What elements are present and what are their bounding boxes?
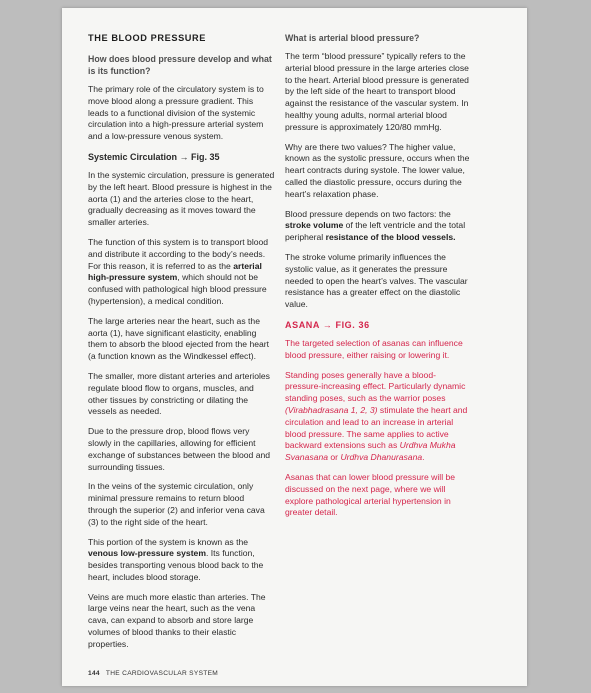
italic-term: Urdhva Dhanurasana (340, 452, 423, 463)
paragraph: The smaller, more distant arteries and arterioles regulate blood flow to organs, muscles, and other tissues by constricting or dilating the vessels as needed. (88, 370, 270, 417)
paragraph: In the veins of the systemic circulation, only minimal pressure remains to return blood through the superior (2) and inferior vena cava (3) to the right side of the heart. (88, 481, 265, 527)
page-number: 144 (88, 670, 100, 677)
text: Standing poses generally have a blood-pressure-increasing effect. Particularly dynamic standing poses, such as the warrior poses (285, 369, 466, 404)
text: This portion of the system is known as the (88, 536, 249, 547)
page-footer (88, 670, 218, 677)
paragraph (285, 209, 471, 244)
asana-paragraph: Asanas that can lower blood pressure will be discussed on the next page, where we will explore pathological arterial hypertension in greater detail. (285, 471, 456, 518)
asana-heading: ASANA → FIG. 36 (285, 319, 370, 330)
italic-term: (Virabhadrasana 1, 2, 3) (285, 404, 378, 415)
paragraph: Veins are much more elastic than arteries. The large veins near the heart, such as the vena cava, can expand to absorb and store large volumes of blood thanks to their elastic properties. (88, 591, 266, 649)
asana-paragraph: The targeted selection of asanas can influence blood pressure, either raising or lowering it. (285, 337, 463, 360)
paragraph: The term “blood pressure” typically refers to the arterial blood pressure in the large arteries close to the heart. Arterial blood pressure is generated by the left side of the heart to transport blood against the resistance of the vascular system. In healthy young adults, normal arterial blood pressure is approximately 120/80 mmHg. (285, 51, 469, 132)
footer-section-title: THE CARDIOVASCULAR SYSTEM (105, 670, 219, 677)
text: , which should not be confused with pathological high blood pressure (hypertension), a medical condition. (88, 272, 267, 306)
text: . Its function, besides transporting venous blood back to the heart, includes blood storage. (88, 548, 264, 582)
question-heading: What is arterial blood pressure? (285, 33, 420, 43)
text: or (328, 452, 341, 463)
bold-term: venous low-pressure system (88, 548, 206, 559)
bold-term: stroke volume (285, 220, 344, 231)
bold-term: arterial high-pressure system (88, 260, 262, 283)
question-heading: How does blood pressure develop and what is its function? (88, 54, 272, 76)
text: of the left ventricle and the total peripheral (285, 220, 466, 243)
subheading-systemic-circulation: Systemic Circulation → Fig. 35 (88, 151, 220, 162)
paragraph: The large arteries near the heart, such as the aorta (1), have significant elasticity, enabling them to absorb the blood ejected from the heart (a function known as the Windkessel effect). (88, 315, 270, 362)
paragraph (88, 237, 275, 308)
paragraph: In the systemic circulation, pressure is generated by the left heart. Blood pressure is highest in the aorta (1) and the arteries close to the heart, gradually decreasing as it moves toward the smaller arteries. (88, 169, 275, 228)
book-page (62, 8, 527, 686)
paragraph (88, 537, 275, 584)
text: The function of this system is to transport blood and distribute it according to the body’s needs. For this reason, it is referred to as the (88, 236, 269, 271)
bold-term: resistance of the blood vessels. (325, 232, 456, 243)
right-column (285, 32, 471, 527)
asana-paragraph (285, 370, 471, 464)
italic-term: Urdhva Mukha Svanasana (285, 440, 456, 463)
paragraph: Why are there two values? The higher value, known as the systolic pressure, occurs when the heart contracts during systole. The lower value, called the diastolic pressure, occurs during the heart’s relaxation phase. (285, 141, 470, 199)
text: . (422, 452, 425, 463)
text: Blood pressure depends on two factors: the (285, 208, 451, 219)
paragraph: The primary role of the circulatory system is to move blood along a pressure gradient. This leads to a functional division of the systemic circulation into a high-pressure arterial system and a low-pressure venous system. (88, 84, 264, 142)
left-column (88, 32, 275, 659)
paragraph: The stroke volume primarily influences the systolic value, as it generates the pressure needed to open the heart’s valves. The vascular resistance has a greater effect on the diastolic value. (285, 251, 468, 310)
section-title: THE BLOOD PRESSURE (88, 33, 206, 43)
text: stimulate the heart and circulation and lead to an increase in arterial blood pressure. The same applies to active backward extensions such as (285, 404, 468, 451)
paragraph: Due to the pressure drop, blood flows very slowly in the capillaries, allowing for efficient exchange of substances between the blood and surrounding tissues. (88, 426, 271, 472)
